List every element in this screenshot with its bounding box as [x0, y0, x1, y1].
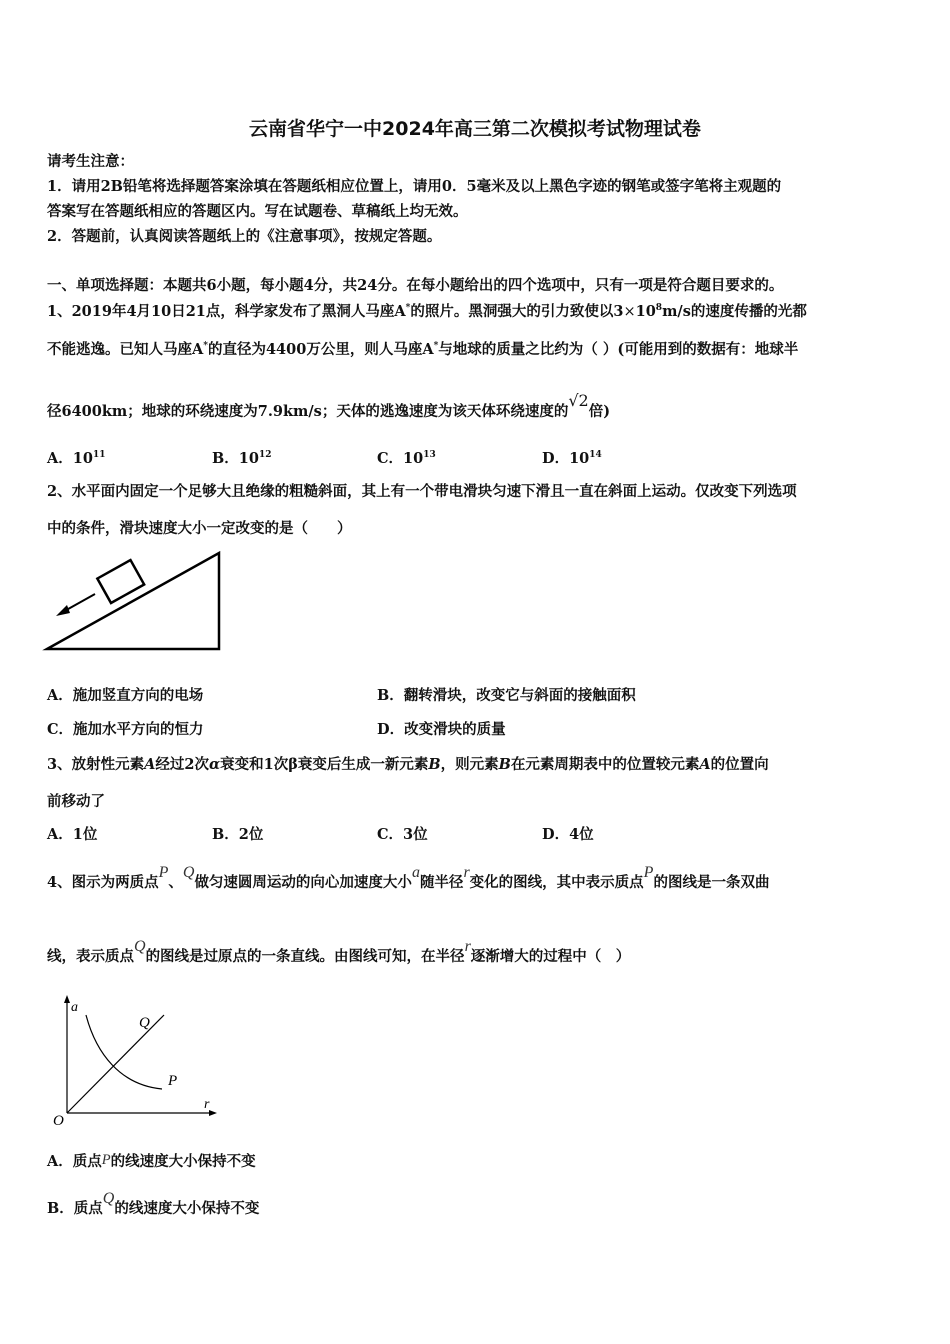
origin-label: O: [53, 1113, 64, 1129]
q1-option-d: D．$10^{14}$: [542, 450, 602, 467]
incline-diagram: [45, 551, 225, 653]
q4-option-a: A．质点P的线速度大小保持不变: [47, 1152, 256, 1170]
q2-option-d: D．改变滑块的质量: [377, 721, 506, 738]
q3-line-2: 前移动了: [47, 793, 105, 810]
q2-option-b: B．翻转滑块，改变它与斜面的接触面积: [377, 687, 636, 704]
q3-line-1: 3、放射性元素A经过2次α衰变和1次β衰变后生成一新元素B，则元素B在元素周期表中的位置较元素A的位置向: [47, 756, 769, 773]
a-r-graph: [50, 993, 225, 1128]
q3-option-d: D．4位: [542, 826, 594, 843]
q3-option-b: B．2位: [212, 826, 264, 843]
q-label: Q: [139, 1015, 150, 1031]
q1-line-2: 不能逃逸。已知人马座A*的直径为4400万公里，则人马座A*与地球的质量之比约为（ ）(可能用到的数据有：地球半: [47, 341, 799, 358]
q2-line-2: 中的条件，滑块速度大小一定改变的是（ ）: [47, 520, 352, 537]
q3-option-c: C．3位: [377, 826, 428, 843]
notice-heading: 请考生注意：: [47, 153, 134, 170]
notice-line-1: 1．请用2B铅笔将选择题答案涂填在答题纸相应位置上，请用0．5毫米及以上黑色字迹的钢笔或签字笔将主观题的: [47, 178, 782, 195]
y-axis-label: a: [71, 1000, 78, 1015]
q4-line-2: 线，表示质点Q的图线是过原点的一条直线。由图线可知，在半径r逐渐增大的过程中（ ）: [47, 938, 631, 965]
q3-option-a: A．1位: [47, 826, 98, 843]
q1-line-3: 径6400km；地球的环绕速度为7.9km/s；天体的逃逸速度为该天体环绕速度的√2倍): [47, 391, 611, 420]
y-axis-arrow: [64, 995, 70, 1003]
x-axis-label: r: [204, 1097, 210, 1112]
x-axis-arrow: [209, 1110, 217, 1116]
q2-line-1: 2、水平面内固定一个足够大且绝缘的粗糙斜面，其上有一个带电滑块匀速下滑且一直在斜面上运动。仅改变下列选项: [47, 483, 797, 500]
motion-arrow-head: [56, 605, 70, 616]
q4-option-b: B．质点Q的线速度大小保持不变: [47, 1190, 260, 1217]
curve-p: [86, 1015, 162, 1089]
q1-option-a: A．$10^{11}$: [47, 450, 106, 467]
q1-line-1: 1、2019年4月10日21点，科学家发布了黑洞人马座A*的照片。黑洞强大的引力致使以$3\times 10^8m/s$的速度传播的光都: [47, 303, 807, 320]
section-heading: 一、单项选择题：本题共6小题，每小题4分，共24分。在每小题给出的四个选项中，只有一项是符合题目要求的。: [47, 277, 784, 294]
p-label: P: [168, 1073, 178, 1089]
sqrt-two: √2: [568, 391, 589, 410]
q1-option-b: B．$10^{12}$: [212, 450, 272, 467]
slider-block: [97, 560, 144, 603]
page-title: 云南省华宁一中2024年高三第二次模拟考试物理试卷: [249, 118, 701, 140]
notice-line-3: 2．答题前，认真阅读答题纸上的《注意事项》，按规定答题。: [47, 228, 442, 245]
q2-option-a: A．施加竖直方向的电场: [47, 687, 204, 704]
q2-option-c: C．施加水平方向的恒力: [47, 721, 204, 738]
q1-option-c: C．$10^{13}$: [377, 450, 436, 467]
notice-line-2: 答案写在答题纸相应的答题区内。写在试题卷、草稿纸上均无效。: [47, 203, 468, 220]
q4-line-1: 4、图示为两质点P、Q做匀速圆周运动的向心加速度大小a随半径r变化的图线，其中表示质点P的图线是一条双曲: [47, 864, 770, 891]
